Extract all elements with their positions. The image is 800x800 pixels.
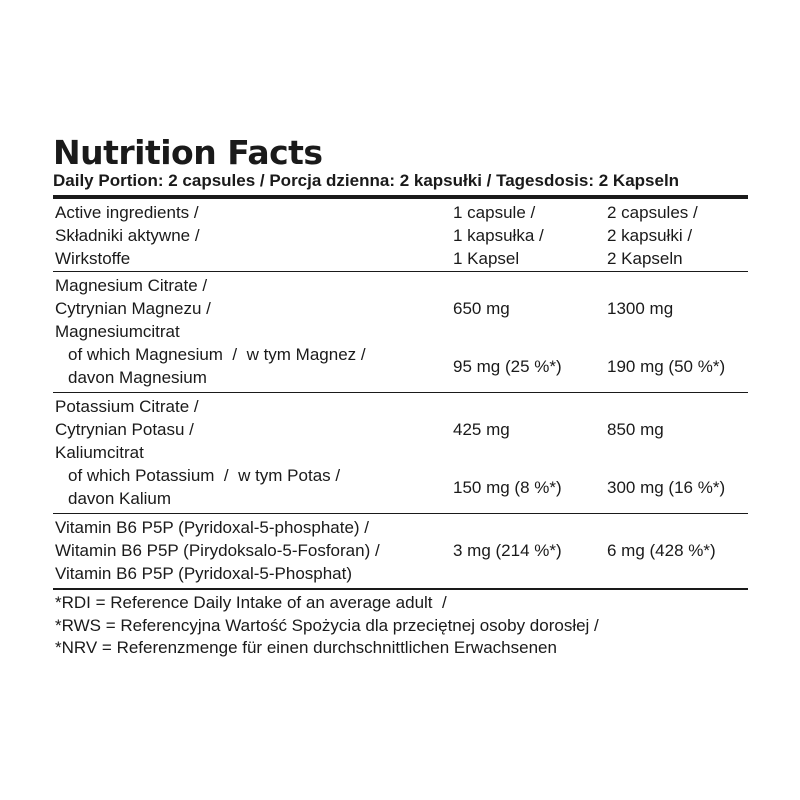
- potassium-label-line: Kaliumcitrat: [55, 443, 144, 462]
- magnesium-row: [53, 274, 748, 343]
- magnesium-col-1: 650 mg: [453, 299, 510, 318]
- header-col-2: [607, 201, 748, 270]
- potassium-sub-row: [53, 464, 748, 510]
- magnesium-sub-label-line: davon Magnesium: [68, 368, 207, 387]
- potassium-label: [53, 395, 453, 464]
- daily-portion: Daily Portion: 2 capsules / Porcja dzienna: 2 kapsułki / Tagesdosis: 2 Kapseln: [53, 171, 748, 199]
- potassium-sub-col-1: 150 mg (8 %*): [453, 477, 562, 497]
- magnesium-sub-col-2: 190 mg (50 %*): [607, 356, 726, 376]
- header-col-1: [453, 201, 607, 270]
- vitamin-b6-label-line: Vitamin B6 P5P (Pyridoxal-5-phosphate) /: [55, 518, 370, 537]
- table-header-row: [53, 199, 748, 272]
- magnesium-label-line: Magnesium Citrate /: [55, 276, 208, 295]
- potassium-section: [53, 393, 748, 514]
- magnesium-sub-label-line: of which Magnesium / w tym Magnez /: [68, 345, 366, 364]
- footnote-nrv: *NRV = Referenzmenge für einen durchschnittlichen Erwachsenen: [55, 638, 557, 657]
- header-col-1-line: 1 kapsułka /: [453, 226, 544, 245]
- header-col-2-line: 2 kapsułki /: [607, 226, 693, 245]
- magnesium-col-2: 1300 mg: [607, 299, 674, 318]
- header-label-line: Active ingredients /: [55, 203, 199, 222]
- magnesium-sub-label: [53, 343, 453, 389]
- magnesium-label-line: Magnesiumcitrat: [55, 322, 180, 341]
- potassium-label-line: Cytrynian Potasu /: [55, 420, 194, 439]
- potassium-sub-label: [53, 464, 453, 510]
- vitamin-b6-col-2: 6 mg (428 %*): [607, 541, 716, 560]
- potassium-label-line: Potassium Citrate /: [55, 397, 199, 416]
- nutrition-facts-panel: [53, 133, 748, 660]
- potassium-sub-label-line: of which Potassium / w tym Potas /: [68, 466, 341, 485]
- magnesium-sub-col-1: 95 mg (25 %*): [453, 356, 562, 376]
- potassium-col-1: 425 mg: [453, 420, 510, 439]
- footnote-rws: *RWS = Referencyjna Wartość Spożycia dla przeciętnej osoby dorosłej /: [55, 615, 599, 635]
- potassium-col-2: 850 mg: [607, 420, 664, 439]
- potassium-sub-col-2: 300 mg (16 %*): [607, 477, 726, 497]
- header-label-line: Wirkstoffe: [55, 249, 131, 268]
- footnote-rdi: *RDI = Reference Daily Intake of an average adult /: [55, 593, 447, 612]
- potassium-sub-label-line: davon Kalium: [68, 489, 172, 508]
- vitamin-b6-label: [53, 516, 453, 585]
- vitamin-b6-section: [53, 514, 748, 590]
- magnesium-label-line: Cytrynian Magnezu /: [55, 299, 211, 318]
- header-label-line: Składniki aktywne /: [55, 226, 200, 245]
- vitamin-b6-col-1: 3 mg (214 %*): [453, 541, 562, 560]
- magnesium-section: [53, 272, 748, 393]
- magnesium-sub-row: [53, 343, 748, 389]
- vitamin-b6-label-line: Vitamin B6 P5P (Pyridoxal-5-Phosphat): [55, 564, 353, 583]
- magnesium-label: [53, 274, 453, 343]
- header-col-1-line: 1 Kapsel: [453, 249, 520, 268]
- header-col-2-line: 2 Kapseln: [607, 249, 683, 268]
- header-label: [53, 201, 453, 270]
- vitamin-b6-label-line: Witamin B6 P5P (Pirydoksalo-5-Fosforan) /: [55, 541, 380, 560]
- footnotes: [53, 592, 748, 660]
- page-title: Nutrition Facts: [53, 133, 323, 172]
- header-col-1-line: 1 capsule /: [453, 203, 536, 222]
- vitamin-b6-row: [53, 516, 748, 585]
- potassium-row: [53, 395, 748, 464]
- header-col-2-line: 2 capsules /: [607, 203, 698, 222]
